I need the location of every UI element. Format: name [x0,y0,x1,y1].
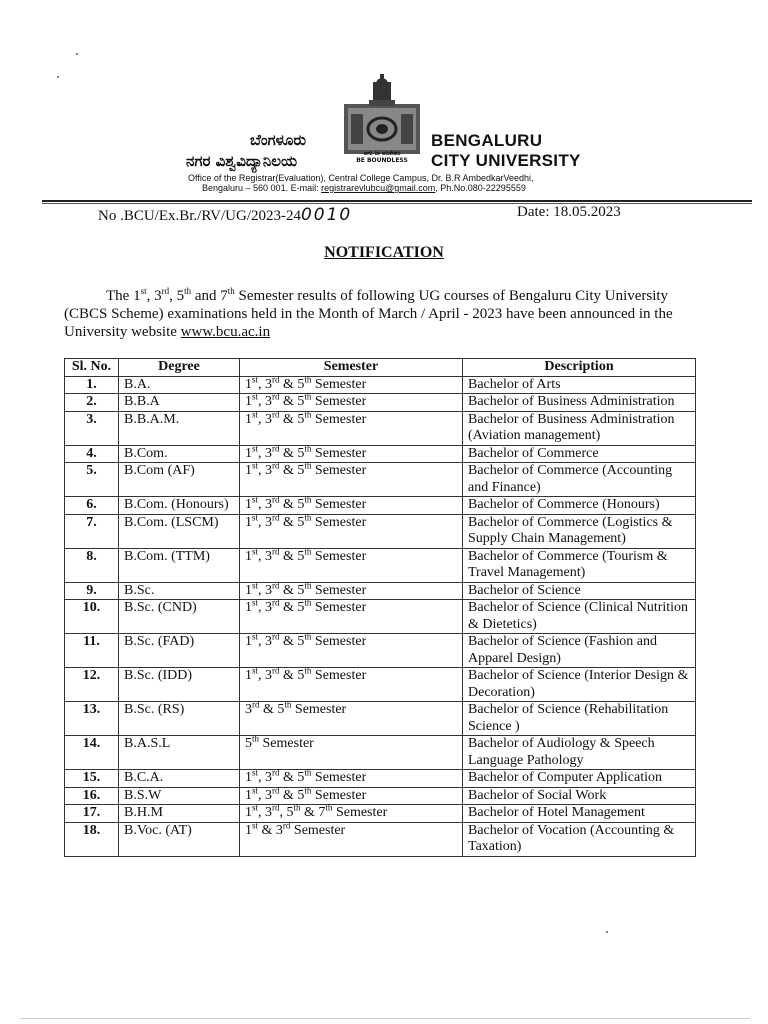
row-degree: B.Sc. (RS) [119,702,240,736]
row-semester: 1st, 3rd & 5th Semester [240,394,463,412]
row-description: Bachelor of Science (Rehabilitation Science ) [463,702,696,736]
table-row [65,736,696,770]
row-degree: B.B.A.M. [119,411,240,445]
row-sl-no: 14. [65,736,119,770]
row-degree: B.C.A. [119,770,240,788]
row-sl-no: 2. [65,394,119,412]
row-semester: 1st, 3rd & 5th Semester [240,582,463,600]
address-line2 [202,183,526,193]
results-table [64,358,696,857]
table-row [65,822,696,856]
header-semester: Semester [240,359,463,377]
row-description: Bachelor of Business Administration (Aviation management) [463,411,696,445]
row-degree: B.S.W [119,787,240,805]
row-semester: 1st, 3rd, 5th & 7th Semester [240,805,463,823]
row-sl-no: 9. [65,582,119,600]
row-degree: B.B.A [119,394,240,412]
scan-edge-line [20,1018,750,1019]
row-sl-no: 3. [65,411,119,445]
row-semester: 1st & 3rd Semester [240,822,463,856]
row-description: Bachelor of Science (Interior Design & Decoration) [463,668,696,702]
row-description: Bachelor of Hotel Management [463,805,696,823]
university-logo-icon [343,74,421,162]
row-degree: B.Com. (Honours) [119,497,240,515]
row-description: Bachelor of Science (Fashion and Apparel Design) [463,634,696,668]
motto-kannada: ಆಗು ನೀ ಅನಿಕೇತನ [363,150,401,157]
logo-motto [332,150,432,164]
table-header-row [65,359,696,377]
row-sl-no: 12. [65,668,119,702]
row-degree: B.Com (AF) [119,463,240,497]
email-link[interactable]: registrarevlubcu@gmail.com [321,183,436,193]
table-row [65,668,696,702]
row-degree: B.Sc. (CND) [119,600,240,634]
row-degree: B.Sc. (FAD) [119,634,240,668]
row-description: Bachelor of Commerce (Tourism & Travel Management) [463,548,696,582]
website-link[interactable]: www.bcu.ac.in [180,324,271,340]
table-row [65,634,696,668]
row-sl-no: 4. [65,445,119,463]
table-row [65,445,696,463]
row-sl-no: 7. [65,514,119,548]
row-sl-no: 18. [65,822,119,856]
table-row [65,394,696,412]
intro-paragraph: The 1st, 3rd, 5th and 7th Semester results of following UG courses of Bengaluru City University (CBCS Scheme) examinations held in the Month of March / April - 2023 have been announced in the University website www.bcu.ac.in [64,286,673,340]
row-description: Bachelor of Business Administration [463,394,696,412]
table-row [65,497,696,515]
row-degree: B.Sc. (IDD) [119,668,240,702]
row-degree: B.Sc. [119,582,240,600]
table-row [65,411,696,445]
row-degree: B.Voc. (AT) [119,822,240,856]
row-description: Bachelor of Arts [463,376,696,394]
row-description: Bachelor of Science (Clinical Nutrition & Dietetics) [463,600,696,634]
row-semester: 1st, 3rd & 5th Semester [240,514,463,548]
row-description: Bachelor of Computer Application [463,770,696,788]
row-sl-no: 15. [65,770,119,788]
row-degree: B.H.M [119,805,240,823]
university-name-kannada-line1: ಬೆಂಗಳೂರು [250,131,307,149]
row-description: Bachelor of Vocation (Accounting & Taxation) [463,822,696,856]
row-semester: 1st, 3rd & 5th Semester [240,634,463,668]
row-description: Bachelor of Commerce (Honours) [463,497,696,515]
row-semester: 3rd & 5th Semester [240,702,463,736]
row-description: Bachelor of Social Work [463,787,696,805]
header-divider [42,200,752,202]
row-semester: 1st, 3rd & 5th Semester [240,445,463,463]
reference-number-handwritten: 0010 [300,205,353,225]
row-degree: B.A. [119,376,240,394]
motto-english: BE BOUNDLESS [356,157,408,164]
reference-number-label: No .BCU/Ex.Br./RV/UG/2023-24 [98,208,301,224]
row-description: Bachelor of Commerce (Logistics & Supply Chain Management) [463,514,696,548]
notification-date: Date: 18.05.2023 [517,204,621,220]
address-phone: , Ph.No.080-22295559 [435,183,526,193]
header-description: Description [463,359,696,377]
university-name-kannada-line2: ನಗರ ವಿಶ್ವವಿದ್ಯಾನಿಲಯ [186,152,298,170]
table-row [65,805,696,823]
table-row [65,376,696,394]
row-semester: 1st, 3rd & 5th Semester [240,600,463,634]
row-sl-no: 10. [65,600,119,634]
table-row [65,600,696,634]
header-degree: Degree [119,359,240,377]
row-degree: B.Com. [119,445,240,463]
address-line1: Office of the Registrar(Evaluation), Central College Campus, Dr. B.R AmbedkarVeedhi, [188,173,534,183]
row-degree: B.Com. (TTM) [119,548,240,582]
row-semester: 1st, 3rd & 5th Semester [240,668,463,702]
table-row [65,514,696,548]
address-prefix: Bengaluru – 560 001. E-mail: [202,183,322,193]
row-sl-no: 1. [65,376,119,394]
row-description: Bachelor of Commerce (Accounting and Finance) [463,463,696,497]
row-degree: B.Com. (LSCM) [119,514,240,548]
row-semester: 1st, 3rd & 5th Semester [240,463,463,497]
table-row [65,770,696,788]
row-description: Bachelor of Commerce [463,445,696,463]
table-row [65,787,696,805]
table-row [65,548,696,582]
row-semester: 5th Semester [240,736,463,770]
row-degree: B.A.S.L [119,736,240,770]
row-semester: 1st, 3rd & 5th Semester [240,770,463,788]
university-name-line1: BENGALURU [431,131,543,150]
row-sl-no: 16. [65,787,119,805]
row-sl-no: 13. [65,702,119,736]
university-name-line2: CITY UNIVERSITY [431,151,581,170]
scan-speck [76,53,78,55]
row-sl-no: 11. [65,634,119,668]
header-sl-no: Sl. No. [65,359,119,377]
row-sl-no: 8. [65,548,119,582]
page-title: NOTIFICATION [324,244,444,261]
table-row [65,702,696,736]
table-row [65,463,696,497]
row-sl-no: 17. [65,805,119,823]
row-semester: 1st, 3rd & 5th Semester [240,497,463,515]
scan-speck [57,76,59,78]
row-semester: 1st, 3rd & 5th Semester [240,376,463,394]
table-row [65,582,696,600]
row-description: Bachelor of Audiology & Speech Language Pathology [463,736,696,770]
header-divider-thin [42,203,752,204]
reference-number [98,205,352,225]
row-semester: 1st, 3rd & 5th Semester [240,548,463,582]
row-semester: 1st, 3rd & 5th Semester [240,411,463,445]
scan-speck [606,931,608,933]
row-sl-no: 5. [65,463,119,497]
row-description: Bachelor of Science [463,582,696,600]
row-semester: 1st, 3rd & 5th Semester [240,787,463,805]
row-sl-no: 6. [65,497,119,515]
